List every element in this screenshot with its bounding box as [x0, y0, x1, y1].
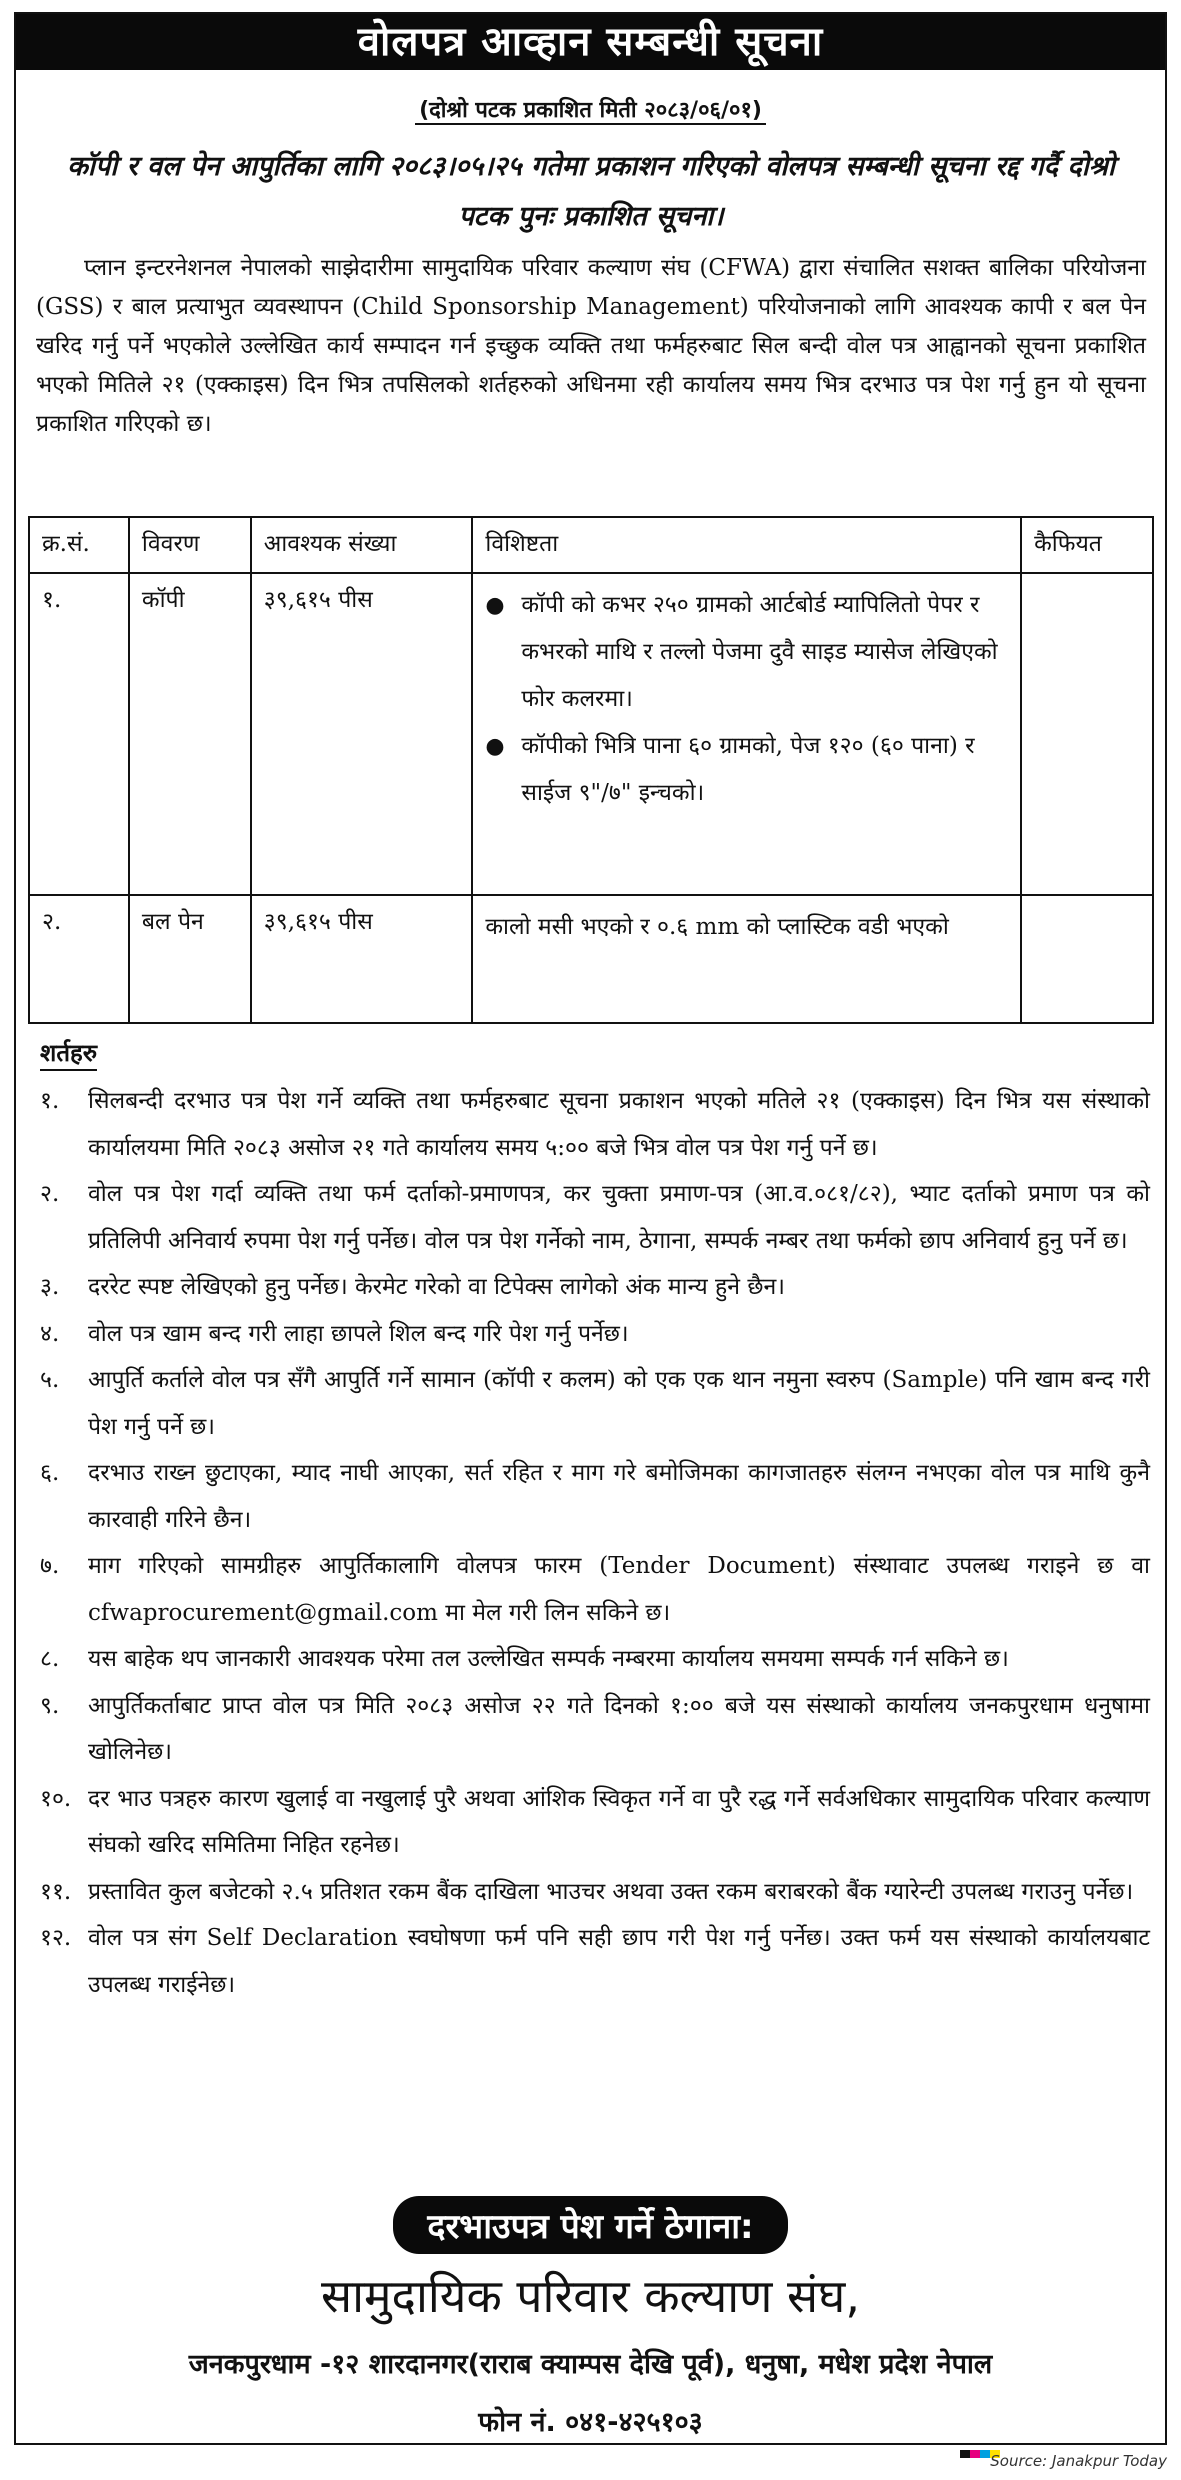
list-item — [40, 1357, 1150, 1450]
condition-text: वोल पत्र पेश गर्दा व्यक्ति तथा फर्म दर्ताको-प्रमाणपत्र, कर चुक्ता प्रमाण-पत्र (आ.व.०८१/८२), भ्याट दर्ताको प्रमाण पत्र को प्रतिलिपी अनिवार्य रुपमा पेश गर्नु पर्नेछ। वोल पत्र पेश गर्नेको नाम, ठेगाना, सम्पर्क नम्बर तथा फर्मको छाप अनिवार्य हुनु पर्ने छ। — [88, 1181, 1150, 1254]
conditions-heading: शर्तहरु — [40, 1036, 97, 1071]
source-credit: Source: Janakpur Today — [990, 2452, 1167, 2470]
spec-list — [485, 582, 1008, 817]
condition-text: वोल पत्र संग Self Declaration स्वघोषणा फर्म पनि सही छाप गरी पेश गर्नु पर्नेछ। उक्त फर्म यस संस्थाको कार्यालयबाट उपलब्ध गराईनेछ। — [88, 1925, 1150, 1998]
list-item — [40, 1450, 1150, 1543]
condition-number: १. — [40, 1088, 60, 1114]
list-item — [40, 1869, 1150, 1916]
condition-number: ५. — [40, 1367, 60, 1393]
row-sn: २. — [29, 895, 129, 1023]
condition-text: दरभाउ राख्न छुटाएका, म्याद नाघी आएका, सर्त रहित र माग गरे बमोजिमका कागजातहरु संलग्न नभएका वोल पत्र माथि कुनै कारवाही गरिने छैन। — [88, 1460, 1150, 1533]
condition-number: ११. — [40, 1878, 72, 1905]
row-spec: कालो मसी भएको र ०.६ mm को प्लास्टिक वडी भएको — [472, 895, 1021, 1023]
condition-text: दररेट स्पष्ट लेखिएको हुनु पर्नेछ। केरमेट गरेको वा टिपेक्स लागेको अंक मान्य हुने छैन। — [88, 1274, 785, 1300]
condition-text: आपुर्तिकर्ताबाट प्राप्त वोल पत्र मिति २०८३ असोज २२ गते दिनको १:०० बजे यस संस्थाको कार्यालय जनकपुरधाम धनुषामा खोलिनेछ। — [88, 1692, 1150, 1765]
header-spec: विशिष्टता — [472, 517, 1021, 573]
conditions-list — [40, 1078, 1150, 2008]
list-item — [40, 1683, 1150, 1776]
list-item — [40, 1264, 1150, 1311]
row-qty: ३९,६१५ पीस — [251, 895, 473, 1023]
publication-date-text: (दोश्रो पटक प्रकाशित मिती २०८३/०६/०१) — [415, 98, 766, 125]
condition-number: १०. — [40, 1785, 72, 1812]
condition-text: प्रस्तावित कुल बजेटको २.५ प्रतिशत रकम बैंक दाखिला भाउचर अथवा उक्त रकम बराबरको बैंक ग्यारेन्टी उपलब्ध गराउनु पर्नेछ। — [88, 1878, 1134, 1905]
list-item — [40, 1915, 1150, 2008]
list-item — [40, 1078, 1150, 1171]
organization-name: सामुदायिक परिवार कल्याण संघ, — [321, 2269, 860, 2323]
notice-heading: कॉपी र वल पेन आपुर्तिका लागि २०८३।०५।२५ गतेमा प्रकाशन गरिएको वोलपत्र सम्बन्धी सूचना रद्द गर्दै दोश्रो पटक पुनः प्रकाशित सूचना। — [67, 151, 1115, 232]
table-header-row — [29, 517, 1153, 573]
condition-number: २. — [40, 1181, 60, 1207]
items-table — [28, 516, 1154, 1024]
condition-number: ८. — [40, 1646, 60, 1672]
list-item — [40, 1543, 1150, 1636]
spec-item: ● कॉपीको भित्रि पाना ६० ग्रामको, पेज १२० (६० पाना) र साईज ९"/७" इन्चको। — [485, 723, 1008, 817]
row-remarks — [1021, 573, 1153, 895]
row-qty: ३९,६१५ पीस — [251, 573, 473, 895]
row-item: बल पेन — [129, 895, 251, 1023]
header-qty: आवश्यक संख्या — [251, 517, 473, 573]
address-banner — [16, 2196, 1165, 2254]
phone-number: फोन नं. ०४१-४२५१०३ — [478, 2407, 703, 2438]
condition-number: ७. — [40, 1553, 60, 1579]
condition-text: सिलबन्दी दरभाउ पत्र पेश गर्ने व्यक्ति तथा फर्महरुबाट सूचना प्रकाशन भएको मतिले २१ (एक्काइस) दिन भित्र यस संस्थाको कार्यालयमा मिति २०८३ असोज २१ गते कार्यालय समय ५:०० बजे भित्र वोल पत्र पेश गर्नु पर्ने छ। — [88, 1088, 1150, 1161]
condition-text: माग गरिएको सामग्रीहरु आपुर्तिकालागि वोलपत्र फारम (Tender Document) संस्थावाट उपलब्ध गराइने छ वा cfwaprocurement@gmail.com मा मेल गरी लिन सकिने छ। — [88, 1553, 1150, 1626]
condition-number: ६. — [40, 1460, 60, 1486]
organization-address: जनकपुरधाम -१२ शारदानगर(राराब क्याम्पस देखि पूर्व), धनुषा, मधेश प्रदेश नेपाल — [188, 2349, 993, 2380]
row-sn: १. — [29, 573, 129, 895]
publication-date — [16, 94, 1165, 124]
row-spec — [472, 573, 1021, 895]
row-remarks — [1021, 895, 1153, 1023]
condition-text: आपुर्ति कर्ताले वोल पत्र सँगै आपुर्ति गर्ने सामान (कॉपी र कलम) को एक एक थान नमुना स्वरुप (Sample) पनि खाम बन्द गरी पेश गर्नु पर्ने छ। — [88, 1367, 1150, 1440]
row-item: कॉपी — [129, 573, 251, 895]
table-row — [29, 573, 1153, 895]
condition-text: दर भाउ पत्रहरु कारण खुलाई वा नखुलाई पुरै अथवा आंशिक स्विकृत गर्ने वा पुरै रद्ध गर्ने सर्वअधिकार सामुदायिक परिवार कल्याण संघको खरिद समितिमा निहित रहनेछ। — [88, 1785, 1150, 1858]
header-remarks: कैफियत — [1021, 517, 1153, 573]
condition-number: १२. — [40, 1925, 72, 1951]
intro-paragraph: प्लान इन्टरनेशनल नेपालको साझेदारीमा सामुदायिक परिवार कल्याण संघ (CFWA) द्वारा संचालित सशक्त बालिका परियोजना (GSS) र बाल प्रत्याभुत व्यवस्थापन (Child Sponsorship Management) परियोजनाको लागि आवश्यक कापी र बल पेन खरिद गर्नु पर्ने भएकोले उल्लेखित कार्य सम्पादन गर्न इच्छुक व्यक्ति तथा फर्महरुबाट सिल बन्दी वोल पत्र आह्वानको सूचना प्रकाशित भएको मितिले २१ (एक्काइस) दिन भित्र तपसिलको शर्तहरुको अधिनमा रही कार्यालय समय भित्र दरभाउ पत्र पेश गर्नु हुन यो सूचना प्रकाशित गरिएको छ। — [36, 255, 1146, 437]
address-banner-text: दरभाउपत्र पेश गर्ने ठेगाना: — [393, 2196, 787, 2254]
condition-number: ४. — [40, 1320, 60, 1347]
condition-text: यस बाहेक थप जानकारी आवश्यक परेमा तल उल्लेखित सम्पर्क नम्बरमा कार्यालय समयमा सम्पर्क गर्न सकिने छ। — [88, 1646, 1009, 1672]
notice-title: वोलपत्र आव्हान सम्बन्धी सूचना — [16, 14, 1165, 70]
notice-frame — [14, 12, 1167, 2445]
spec-item: ● कॉपी को कभर २५० ग्रामको आर्टबोर्ड म्यापिलितो पेपर र कभरको माथि र तल्लो पेजमा दुवै साइड म्यासेज लेखिएको फोर कलरमा। — [485, 582, 1008, 723]
list-item — [40, 1171, 1150, 1264]
condition-number: ९. — [40, 1692, 60, 1719]
table-row — [29, 895, 1153, 1023]
list-item — [40, 1636, 1150, 1683]
list-item — [40, 1311, 1150, 1358]
condition-number: ३. — [40, 1274, 60, 1300]
header-sn: क्र.सं. — [29, 517, 129, 573]
list-item — [40, 1776, 1150, 1869]
header-item: विवरण — [129, 517, 251, 573]
condition-text: वोल पत्र खाम बन्द गरी लाहा छापले शिल बन्द गरि पेश गर्नु पर्नेछ। — [88, 1320, 629, 1347]
